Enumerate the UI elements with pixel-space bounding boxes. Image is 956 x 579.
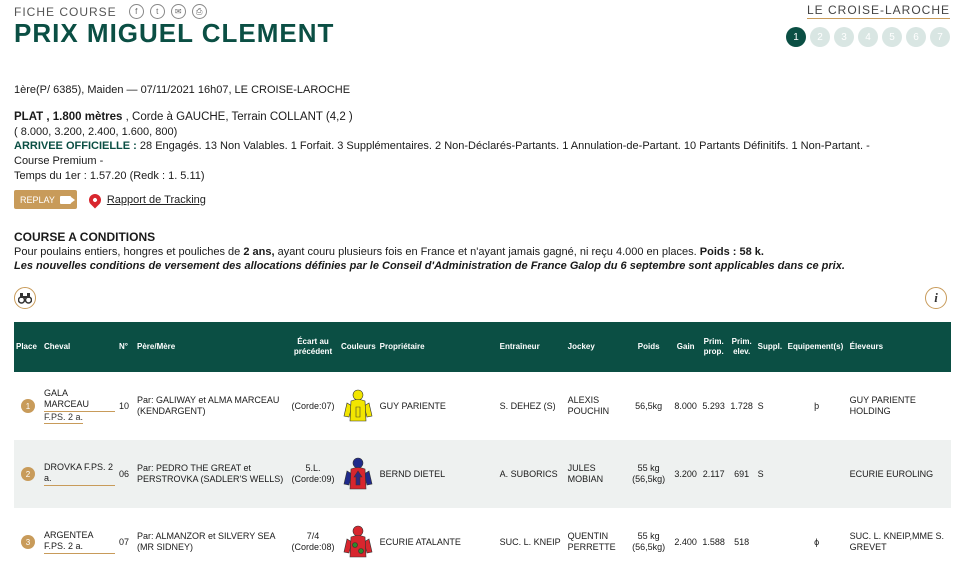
header-ecart[interactable]: Écart au précédent: [287, 322, 339, 372]
horse-name[interactable]: DROVKA F.PS. 2 a.: [44, 462, 115, 486]
race-track-details: , Corde à GAUCHE, Terrain COLLANT (4,2 ): [122, 111, 353, 123]
pere-mere-cell: Par: PEDRO THE GREAT et PERSTROVKA (SADLER'S WELLS): [135, 440, 287, 508]
course-premium: Course Premium -: [14, 155, 104, 167]
ecart-cell: 7/4 (Corde:08): [291, 531, 335, 552]
gain-cell: 3.200: [672, 440, 700, 508]
race-dot-7[interactable]: 7: [930, 27, 950, 47]
num-cell: 06: [117, 440, 135, 508]
jockey-silk-icon: [343, 525, 373, 559]
conditions-notice: Les nouvelles conditions de versement des allocations définies par le Conseil d'Administration de France Galop du 6 septembre sont applicables dans ce prix.: [14, 260, 845, 272]
racecourse-link[interactable]: LE CROISE-LAROCHE: [806, 3, 950, 17]
jockey-silk-icon: [343, 389, 373, 423]
ecart-cell: (Corde:07): [291, 400, 335, 411]
suppl-cell: S: [756, 440, 786, 508]
proprietaire-cell: ECURIE ATALANTE: [379, 536, 461, 547]
ecart-cell: 5.L. (Corde:09): [287, 440, 339, 508]
couleurs-cell: [339, 508, 378, 576]
gain-cell: 8.000: [674, 400, 697, 411]
race-dot-4[interactable]: 4: [858, 27, 878, 47]
race-dot-2[interactable]: 2: [810, 27, 830, 47]
fiche-course-label: FICHE COURSE: [14, 4, 117, 19]
cheval-cell[interactable]: [42, 440, 117, 508]
cheval-cell[interactable]: [42, 508, 117, 576]
proprietaire-cell: BERND DIETEL: [378, 440, 498, 508]
eleveurs-cell: ECURIE EUROLING: [848, 440, 951, 508]
jockey-cell: QUENTIN PERRETTE: [567, 531, 616, 552]
entraineur-cell: S. DEHEZ (S): [499, 400, 556, 411]
race-dot-1[interactable]: 1: [786, 27, 806, 47]
race-dot-3[interactable]: 3: [834, 27, 854, 47]
couleurs-cell: [339, 372, 378, 440]
header-suppl[interactable]: Suppl.: [756, 322, 786, 372]
prim-prop-cell: 1.588: [702, 536, 725, 547]
replay-label: REPLAY: [20, 194, 55, 205]
header-equipement[interactable]: Equipement(s): [786, 322, 848, 372]
header-poids[interactable]: Poids: [626, 322, 672, 372]
place-cell: [14, 508, 42, 576]
equipement-cell: [786, 440, 848, 508]
header-couleurs[interactable]: Couleurs: [339, 322, 378, 372]
print-icon[interactable]: ⎙: [192, 4, 207, 19]
top-bar: [14, 4, 207, 19]
place-badge: 2: [21, 467, 35, 481]
conditions-part1: Pour poulains entiers, hongres et pouliches de: [14, 246, 244, 258]
conditions-part2: ayant couru plusieurs fois en France et n'ayant jamais gagné, ni reçu 4.000 en places.: [274, 246, 700, 258]
video-camera-icon: [60, 196, 71, 204]
suppl-cell: S: [757, 400, 764, 411]
poids-cell: 55 kg (56,5kg): [626, 440, 672, 508]
entraineur-cell: SUC. L. KNEIP: [499, 536, 561, 547]
conditions-age: 2 ans,: [243, 246, 275, 258]
horse-details[interactable]: F.PS. 2 a.: [44, 412, 84, 422]
header-num[interactable]: N°: [117, 322, 135, 372]
binoculars-icon: [18, 292, 32, 304]
page-title: PRIX MIGUEL CLEMENT: [14, 18, 335, 48]
pere-mere-cell: Par: GALIWAY et ALMA MARCEAU (KENDARGENT): [137, 395, 280, 416]
header-cheval[interactable]: Cheval: [42, 322, 117, 372]
race-dot-5[interactable]: 5: [882, 27, 902, 47]
info-button[interactable]: [925, 287, 947, 309]
map-pin-icon: [86, 191, 103, 208]
cheval-cell[interactable]: [42, 372, 117, 440]
prim-prop-cell: 2.117: [700, 440, 728, 508]
place-cell: [14, 440, 42, 508]
winner-time: Temps du 1er : 1.57.20 (Redk : 1. 5.11): [14, 170, 205, 182]
replay-button[interactable]: [14, 190, 77, 209]
couleurs-cell: [339, 440, 378, 508]
gain-cell: 2.400: [674, 536, 697, 547]
arrivee-label: ARRIVEE OFFICIELLE :: [14, 140, 137, 152]
header-entraineur[interactable]: Entraîneur: [498, 322, 566, 372]
num-cell: 10: [119, 400, 130, 411]
tracking-link[interactable]: [89, 194, 206, 206]
table-row: [14, 508, 951, 576]
poids-cell: 56,5kg: [635, 400, 663, 411]
arrivee-line: [14, 140, 944, 153]
proprietaire-cell: GUY PARIENTE: [379, 400, 446, 411]
action-row: [14, 190, 206, 209]
conditions-text: [14, 245, 944, 273]
eleveurs-cell: SUC. L. KNEIP,MME S. GREVET: [849, 531, 945, 552]
equipement-cell: ϕ: [814, 536, 820, 547]
header-prim-prop[interactable]: Prim. prop.: [700, 322, 728, 372]
header-place[interactable]: Place: [14, 322, 42, 372]
twitter-icon[interactable]: t: [150, 4, 165, 19]
header-eleveurs[interactable]: Éleveurs: [848, 322, 951, 372]
entraineur-cell: A. SUBORICS: [498, 440, 566, 508]
arrivee-text: 28 Engagés. 13 Non Valables. 1 Forfait. 3 Supplémentaires. 2 Non-Déclarés-Partants. 1 Annulation-de-Partant. 10 Partants Définitifs. 1 Non-Partant. -: [136, 140, 870, 152]
prim-elev-cell: 691: [728, 440, 756, 508]
jockey-silk-icon: [343, 457, 373, 491]
binoculars-button[interactable]: [14, 287, 36, 309]
email-icon[interactable]: ✉: [171, 4, 186, 19]
num-cell: 07: [119, 536, 130, 547]
race-type-distance: PLAT , 1.800 mètres: [14, 111, 123, 123]
jockey-cell: JULES MOBIAN: [566, 440, 626, 508]
tracking-label: Rapport de Tracking: [106, 193, 206, 206]
info-icon: i: [934, 290, 938, 305]
prim-elev-cell: 518: [734, 536, 750, 547]
table-row: [14, 372, 951, 440]
header-pere-mere[interactable]: Père/Mère: [135, 322, 287, 372]
prim-prop-cell: 5.293: [702, 400, 725, 411]
results-table: [14, 322, 951, 576]
pere-mere-cell: Par: ALMANZOR et SILVERY SEA (MR SIDNEY): [137, 531, 276, 552]
race-category-line: 1ère(P/ 6385), Maiden — 07/11/2021 16h07, LE CROISE-LAROCHE: [14, 84, 351, 96]
horse-name[interactable]: ARGENTEA F.PS. 2 a.: [44, 530, 115, 554]
eleveurs-cell: GUY PARIENTE HOLDING: [849, 395, 916, 416]
conditions-weight: Poids : 58 k.: [699, 246, 764, 258]
race-dot-6[interactable]: 6: [906, 27, 926, 47]
facebook-icon[interactable]: f: [129, 4, 144, 19]
poids-cell: 55 kg (56,5kg): [632, 531, 666, 552]
jockey-cell: ALEXIS POUCHIN: [567, 395, 610, 416]
race-selector: [786, 27, 950, 47]
place-cell: [14, 372, 42, 440]
conditions-title: COURSE A CONDITIONS: [14, 230, 156, 244]
race-distance-line: [14, 111, 353, 124]
equipement-cell: þ: [814, 400, 820, 411]
table-row: [14, 440, 951, 508]
allocations: ( 8.000, 3.200, 2.400, 1.600, 800): [14, 126, 178, 138]
results-header-row: [14, 322, 951, 372]
header-proprietaire[interactable]: Propriétaire: [378, 322, 498, 372]
suppl-cell: [756, 508, 786, 576]
horse-name[interactable]: GALA MARCEAU: [44, 388, 115, 412]
header-jockey[interactable]: Jockey: [566, 322, 626, 372]
prim-elev-cell: 1.728: [730, 400, 753, 411]
header-prim-elev[interactable]: Prim. elev.: [728, 322, 756, 372]
place-badge: 3: [21, 535, 35, 549]
place-badge: 1: [21, 399, 35, 413]
header-gain[interactable]: Gain: [672, 322, 700, 372]
